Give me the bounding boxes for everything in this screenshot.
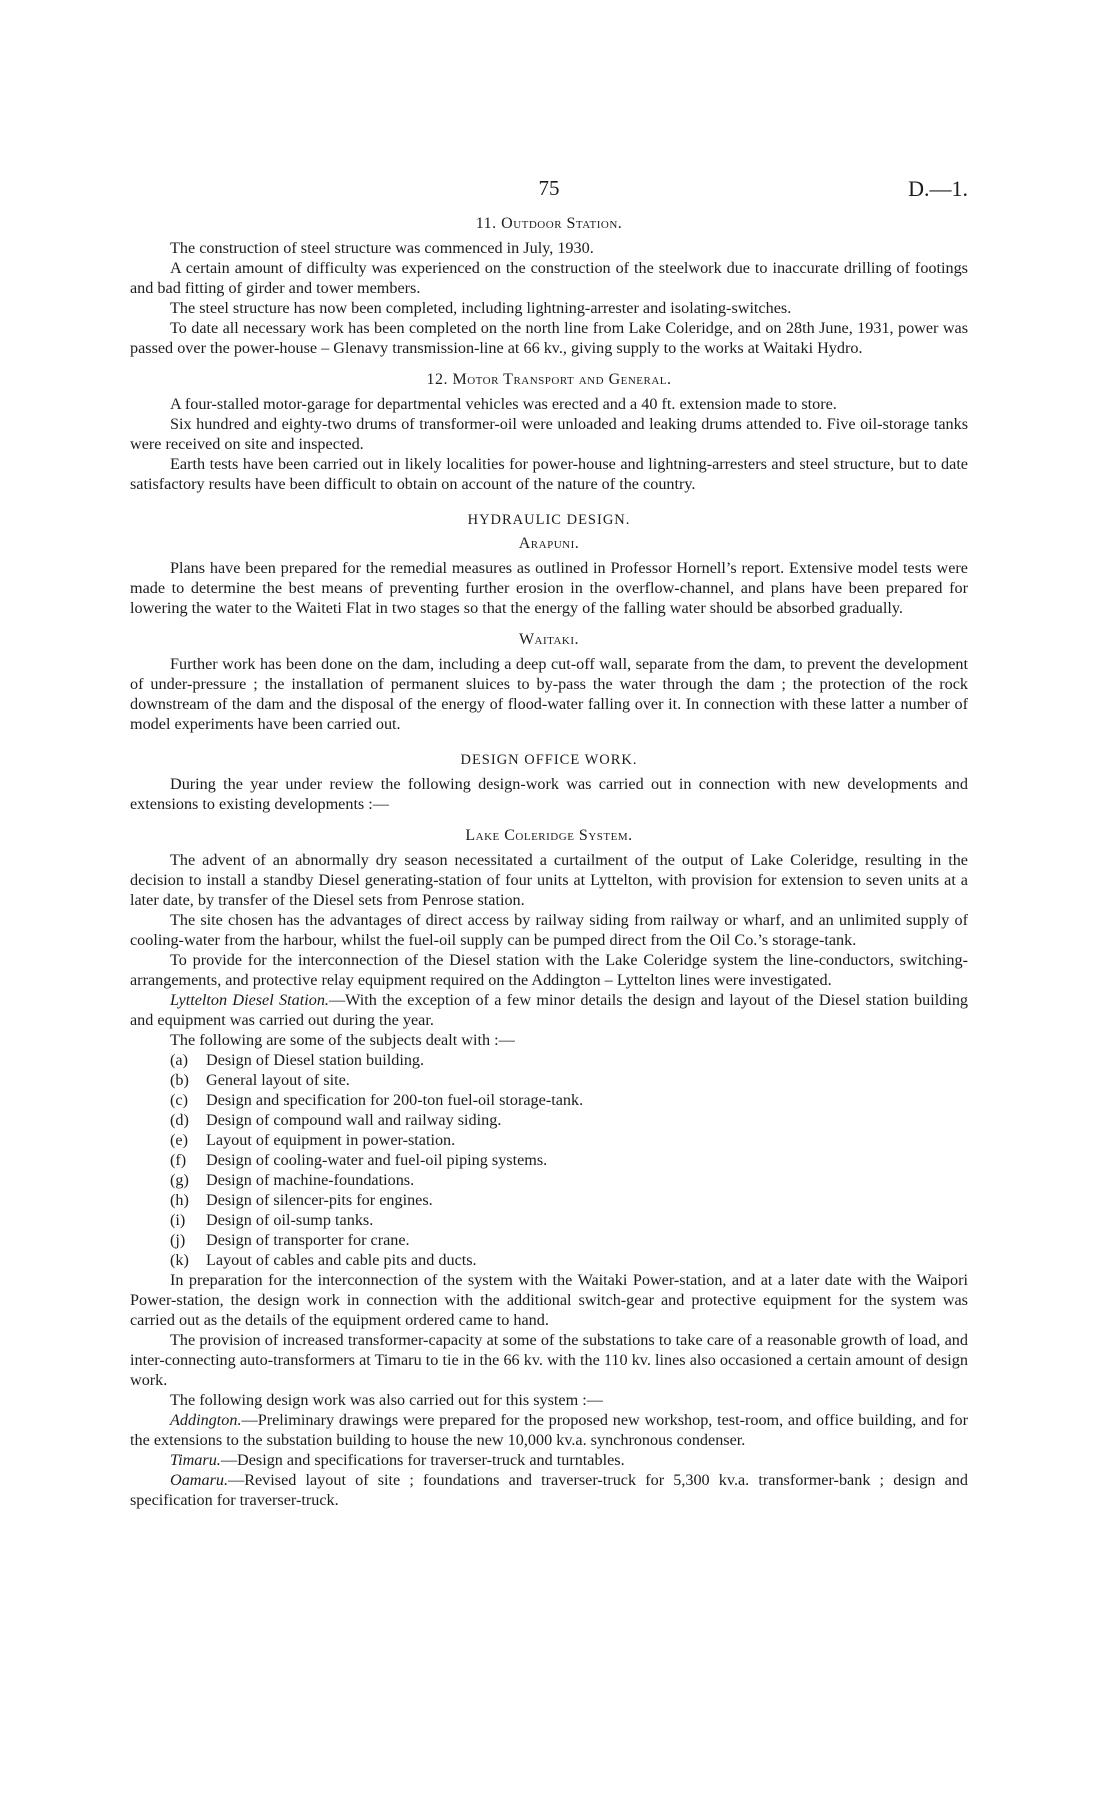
paragraph-timaru	[130, 1450, 968, 1470]
lyttelton-text: —With the exception of a few minor details the design and layout of the Diesel station building and equipment was carried out during the year.	[130, 991, 969, 1029]
paragraph: The site chosen has the advantages of direct access by railway siding from railway or wharf, and an unlimited supply of cooling-water from the harbour, whilst the fuel-oil supply can be pumped direct from the Oil Co.’s storage-tank.	[130, 911, 968, 949]
list-item-label: (k)	[170, 1251, 189, 1269]
list-item	[170, 1230, 968, 1250]
paragraph: The advent of an abnormally dry season necessitated a curtailment of the output of Lake Coleridge, resulting in the decision to install a standby Diesel generating-station of four units at Lyttelton, with provision for extension to seven units at a later date, by transfer of the Diesel sets from Penrose station.	[130, 851, 968, 909]
addington-text: —Preliminary drawings were prepared for the proposed new workshop, test-room, and office building, and for the extensions to the substation building to house the new 10,000 kv.a. synchronous condenser.	[130, 1411, 968, 1449]
list-item-label: (j)	[170, 1231, 186, 1249]
oamaru-text: —Revised layout of site ; foundations and traverser-truck for 5,300 kv.a. transformer-bank ; design and specification for traverser-truck.	[130, 1471, 968, 1509]
paragraph: To provide for the interconnection of the Diesel station with the Lake Coleridge system the line-conductors, switching-arrangements, and protective relay equipment required on the Addington – Lyttelton lines were investigated.	[130, 951, 968, 989]
list-item	[170, 1150, 968, 1170]
list-item	[170, 1190, 968, 1210]
list-item-text: Design of transporter for crane.	[206, 1231, 410, 1249]
section-heading-hydraulic-design: HYDRAULIC DESIGN.	[467, 512, 631, 528]
section-heading-design-office-work: DESIGN OFFICE WORK.	[460, 752, 638, 768]
list-item	[170, 1110, 968, 1130]
paragraph: Plans have been prepared for the remedial measures as outlined in Professor Hornell’s report. Extensive model tests were made to determine the best means of preventing further erosion in the overflow-channel, and plans have been prepared for lowering the water to the Waiteti Flat in two stages so that the energy of the falling water should be absorbed gradually.	[130, 559, 968, 617]
list-item	[170, 1170, 968, 1190]
paragraph: Earth tests have been carried out in likely localities for power-house and lightning-arresters and steel structure, but to date satisfactory results have been difficult to obtain on account of the nature of the country.	[130, 455, 968, 493]
paragraph: Further work has been done on the dam, including a deep cut-off wall, separate from the dam, to prevent the development of under-pressure ; the installation of permanent sluices to by-pass the water through the dam ; the protection of the rock downstream of the dam and the disposal of the energy of flood-water falling over it. In connection with these latter a number of model experiments have been carried out.	[130, 655, 968, 733]
paragraph: To date all necessary work has been completed on the north line from Lake Coleridge, and on 28th June, 1931, power was passed over the power-house – Glenavy transmission-line at 66 kv., giving supply to the works at Waitaki Hydro.	[130, 319, 968, 357]
list-item-text: Design of cooling-water and fuel-oil piping systems.	[206, 1151, 548, 1169]
paragraph: The provision of increased transformer-capacity at some of the substations to take care of a reasonable growth of load, and inter-connecting auto-transformers at Timaru to tie in the 66 kv. with the 110 kv. lines also occasioned a certain amount of design work.	[130, 1331, 968, 1389]
paragraph-oamaru	[130, 1470, 968, 1510]
list-item-label: (g)	[170, 1171, 189, 1189]
paragraph: The construction of steel structure was commenced in July, 1930.	[170, 239, 594, 257]
list-item	[170, 1070, 968, 1090]
list-item-text: Design and specification for 200-ton fuel-oil storage-tank.	[206, 1091, 584, 1109]
timaru-text: —Design and specifications for traverser-truck and turntables.	[220, 1451, 625, 1469]
paragraph: Six hundred and eighty-two drums of transformer-oil were unloaded and leaking drums attended to. Five oil-storage tanks were received on site and inspected.	[130, 415, 968, 453]
paragraph: The following are some of the subjects dealt with :—	[170, 1031, 515, 1049]
document-code: D.—1.	[908, 176, 968, 201]
list-item-text: General layout of site.	[206, 1071, 350, 1089]
list-item	[170, 1130, 968, 1150]
lead-addington: Addington.	[170, 1411, 242, 1429]
subheading-arapuni: Arapuni.	[518, 535, 580, 552]
list-item-label: (i)	[170, 1211, 186, 1229]
page-number: 75	[538, 176, 560, 200]
page-body	[130, 214, 968, 1510]
paragraph: The following design work was also carried out for this system :—	[170, 1391, 603, 1409]
paragraph-lyttelton	[130, 990, 968, 1030]
list-item-text: Layout of equipment in power-station.	[206, 1131, 456, 1149]
list-item-text: Design of Diesel station building.	[206, 1051, 425, 1069]
list-item-text: Layout of cables and cable pits and ducts.	[206, 1251, 477, 1269]
section-heading-motor-transport: 12. Motor Transport and General.	[426, 371, 672, 388]
list-item-label: (d)	[170, 1111, 189, 1129]
list-item-label: (h)	[170, 1191, 189, 1209]
list-item-label: (f)	[170, 1151, 187, 1169]
subheading-lake-coleridge-system: Lake Coleridge System.	[465, 827, 633, 844]
lead-lyttelton: Lyttelton Diesel Station.	[170, 991, 329, 1009]
lead-timaru: Timaru.	[170, 1451, 221, 1469]
list-item-text: Design of compound wall and railway siding.	[206, 1111, 502, 1129]
paragraph: During the year under review the following design-work was carried out in connection with new developments and extensions to existing developments :—	[130, 775, 968, 813]
paragraph: The steel structure has now been completed, including lightning-arrester and isolating-switches.	[170, 299, 792, 317]
section-heading-outdoor-station: 11. Outdoor Station.	[475, 215, 623, 232]
lead-oamaru: Oamaru.	[170, 1471, 229, 1489]
list-item-text: Design of silencer-pits for engines.	[206, 1191, 433, 1209]
list-item	[170, 1090, 968, 1110]
list-item	[170, 1210, 968, 1230]
list-item	[170, 1050, 968, 1070]
subjects-list	[170, 1050, 968, 1270]
list-item-text: Design of oil-sump tanks.	[206, 1211, 374, 1229]
list-item	[170, 1250, 968, 1270]
list-item-label: (e)	[170, 1131, 188, 1149]
page-header	[130, 176, 968, 206]
paragraph: A certain amount of difficulty was experienced on the construction of the steelwork due to inaccurate drilling of footings and bad fitting of girder and tower members.	[130, 259, 968, 297]
list-item-label: (b)	[170, 1071, 189, 1089]
paragraph: In preparation for the interconnection of the system with the Waitaki Power-station, and at a later date with the Waipori Power-station, the design work in connection with the additional switch-gear and protective equipment for the system was carried out as the details of the equipment ordered came to hand.	[130, 1271, 968, 1329]
list-item-text: Design of machine-foundations.	[206, 1171, 415, 1189]
list-item-label: (a)	[170, 1051, 188, 1069]
subheading-waitaki: Waitaki.	[518, 631, 580, 648]
paragraph: A four-stalled motor-garage for departmental vehicles was erected and a 40 ft. extension made to store.	[170, 395, 837, 413]
paragraph-addington	[130, 1410, 968, 1450]
list-item-label: (c)	[170, 1091, 188, 1109]
